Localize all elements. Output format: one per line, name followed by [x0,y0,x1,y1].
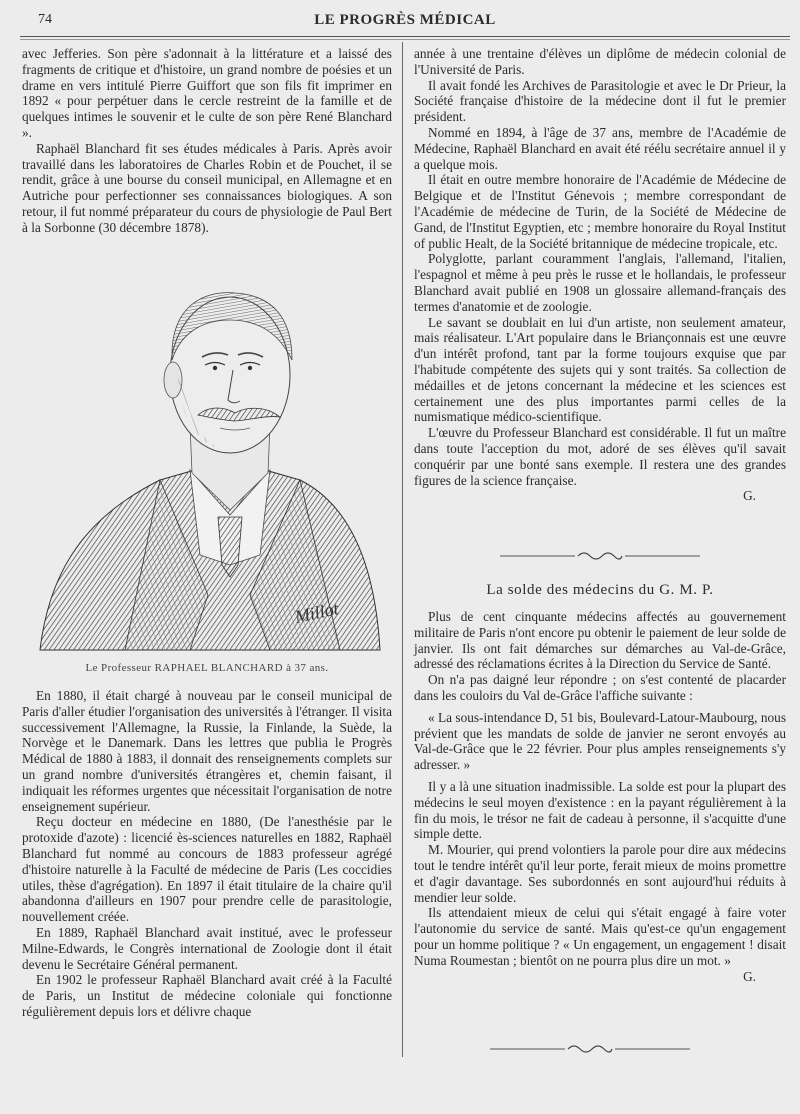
ornamental-separator [490,1043,690,1055]
paragraph: Nommé en 1894, à l'âge de 37 ans, membre de l'Académie de Médecine, Raphaël Blanchard en avait été réélu secrétaire annuel il y a quelque mois. [414,124,786,172]
paragraph: Le savant se doublait en lui d'un artiste, non seulement amateur, mais réalisateur. L'Art populaire dans le Briançonnais est une œuvre d'un intérêt profond, tant par la forme toujours exquise que par l'habitude compétente des sujets qui y sont traités. Sa collection de médailles et de jetons concernant la médecine et les sciences est certainement une des plus importantes parmi celles de la numismatique médico-scientifique. [414,314,786,425]
quote-paragraph: « La sous-intendance D, 51 bis, Boulevard-Latour-Maubourg, nous prévient que les mandats de solde de janvier ne seront envoyés au Val-de-Grâce que le 22 février. Pour plus amples renseignements s'y adresser. » [414,709,786,773]
paragraph: Il y a là une situation inadmissible. La solde est pour la plupart des médecins le seul moyen d'existence : en la payant régulièrement à la fin du mois, le trésor ne fait de cadeau à personne, il s'acquitte d'une simple dette. [414,778,786,842]
left-column-bottom [22,688,392,1020]
paragraph: Reçu docteur en médecine en 1880, (De l'anesthésie par le protoxide d'azote) : licencié ès-sciences naturelles en 1882, Raphaël Blanchard fut nommé au concours de 1883 professeur agrégé d'histoire naturelle à la Faculté de médecine de Paris (Les coccidies utiles, thèse d'agrégation). En 1897 il était titulaire de la chaire qu'il abandonna d'ailleurs en 1907 pour prendre celle de parasitologie, nouvellement créée. [22,814,392,925]
paragraph: Ils attendaient mieux de celui qui s'était engagé à faire voter l'autonomie du service de santé. Mais qu'est-ce qu'un engagement pour un homme politique ? « Un engagement, un engagement ! disait Numa Roumestan ; bientôt on ne pourra plus dire un mot. » [414,905,786,968]
section-body [414,609,786,984]
left-column-top [22,46,392,236]
artist-signature: Millot [293,598,341,627]
paragraph: Raphaël Blanchard fit ses études médicales à Paris. Après avoir travaillé dans les laboratoires de Charles Robin et de Pouchet, il se rendit, grâce à une bourse du conseil municipal, en Allemagne et en Autriche pour perfectionner ses connaissances biologiques. A son retour, il fut nommé préparateur du cours de physiologie de Paul Bert à la Sorbonne (30 décembre 1878). [22,140,392,235]
page-header [20,10,790,34]
journal-title: LE PROGRÈS MÉDICAL [314,12,496,28]
paragraph: Polyglotte, parlant couramment l'anglais, l'allemand, l'italien, l'espagnol et même à peu près le russe et le hollandais, le professeur Blanchard avait publié en 1908 un glossaire allemand-français des termes d'anatomie et de zoologie. [414,251,786,314]
paragraph: M. Mourier, qui prend volontiers la parole pour dire aux médecins tout le tendre intérêt qu'il leur porte, ferait mieux de moins promettre et d'agir davantage. Ses subordonnés en sont aujourd'hui réduits à mendier leur solde. [414,842,786,905]
portrait-engraving [30,265,385,660]
paragraph: Il avait fondé les Archives de Parasitologie et avec le Dr Prieur, la Société française d'histoire de la médecine dont il fut le premier président. [414,77,786,125]
right-column-top [414,46,786,504]
paragraph: En 1880, il était chargé à nouveau par le conseil municipal de Paris d'aller étudier l'organisation des universités à l'étranger. Il visita successivement l'Allemagne, la Russie, la Finlande, la Suède, la Norvège et le Danemark. Dans les lettres que publia le Progrès Médical de 1880 à 1883, il donnait des renseignements complets sur un grand nombre d'universités étrangères et, chemin faisant, il indiquait les réformes urgentes que nécessitait l'organisation de notre enseignement supérieur. [22,688,392,814]
page-number: 74 [38,12,52,27]
paragraph: Il était en outre membre honoraire de l'Académie de Médecine de Belgique et de l'Institut Génevois ; membre correspondant de l'Académie de médecine de Turin, de la Société de Médecine de Gand, de l'Institut Egyptien, etc ; membre honoraire du Royal Institut of public Healt, de la Société britannique de médecine tropicale, etc. [414,172,786,251]
portrait-caption: Le Professeur RAPHAEL BLANCHARD à 37 ans. [85,662,329,674]
paragraph: En 1902 le professeur Raphaël Blanchard avait créé à la Faculté de Paris, un Institut de médecine coloniale qui fonctionne régulièrement depuis lors et délivre chaque [22,972,392,1019]
header-rule-thin [20,39,790,40]
paragraph: L'œuvre du Professeur Blanchard est considérable. Il fut un maître dans toute l'acception du mot, adoré de ses élèves qu'il savait conquérir par une bonté sans exemple. Il restera une des grandes figures de la science française. [414,425,786,488]
section-signature: G. [743,968,756,984]
paragraph: Plus de cent cinquante médecins affectés au gouvernement militaire de Paris n'ont encore pu obtenir le paiement de leur solde de janvier. Ils ont fait démarches sur démarches au Val-de-Grâce, adressé des réclamations écrites à la Direction du Service de Santé. [414,609,786,672]
paragraph: On n'a pas daigné leur répondre ; on s'est contenté de placarder dans les couloirs du Val de-Grâce l'affiche suivante : [414,672,786,703]
ornamental-separator [500,550,700,562]
section-title: La solde des médecins du G. M. P. [486,582,714,598]
paragraph: En 1889, Raphaël Blanchard avait institué, avec le professeur Milne-Edwards, le Congrès international de Zoologie dont il était devenu le Secrétaire Général permanent. [22,924,392,972]
paragraph: avec Jefferies. Son père s'adonnait à la littérature et a laissé des fragments de critique et d'histoire, un grand nombre de poésies et un drame en vers intitulé Pierre Guiffort que son fils fit imprimer en 1892 « pour perpétuer dans le cercle restreint de la famille et de quelques intimes le souvenir et le culte de son père René Blanchard ». [22,46,392,140]
column-divider [402,42,403,1057]
article-signature: G. [743,488,756,504]
paragraph: année à une trentaine d'élèves un diplôme de médecin colonial de l'Université de Paris. [414,46,786,77]
header-rule [20,36,790,37]
